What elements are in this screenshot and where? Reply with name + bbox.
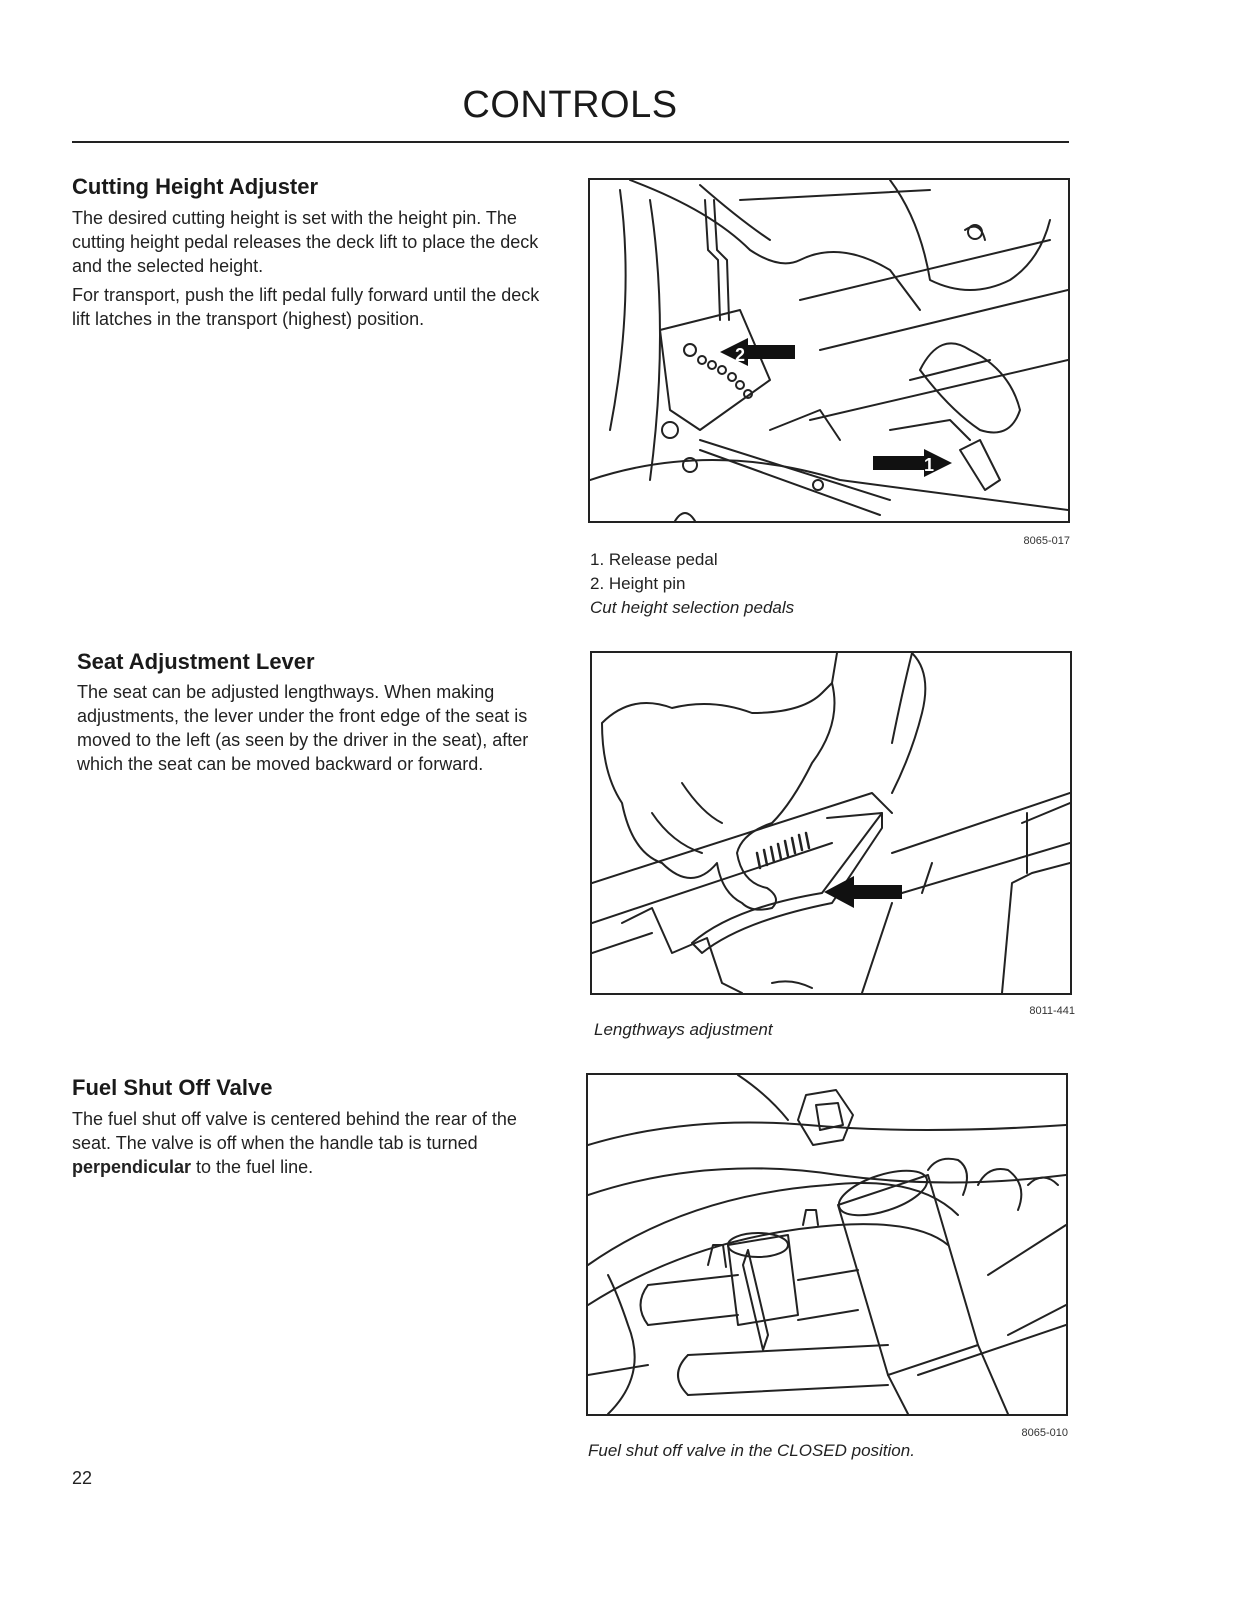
figure-cut-height-pedals: [588, 178, 1070, 523]
figure-fuel-valve: [586, 1073, 1068, 1416]
legend-item-height-pin: 2. Height pin: [590, 574, 686, 593]
callout-label-1: 1: [924, 455, 935, 475]
section-heading-fuel-valve: Fuel Shut Off Valve: [72, 1075, 273, 1100]
callout-label-2: 2: [735, 345, 746, 365]
cut-height-illustration: [590, 180, 1068, 521]
cutting-height-paragraph-2: For transport, push the lift pedal fully forward until the deck lift latches in the transport (highest) position.: [72, 285, 540, 329]
title-divider: [72, 141, 1069, 143]
fuel-valve-illustration: [588, 1075, 1066, 1414]
page-number: 22: [72, 1468, 93, 1488]
section-heading-seat-adjustment: Seat Adjustment Lever: [77, 649, 315, 674]
figure-code-2: 8011-441: [1029, 1005, 1075, 1017]
fuel-valve-paragraph: [72, 1107, 532, 1179]
seat-adjustment-paragraph: The seat can be adjusted lengthways. When making adjustments, the lever under the front edge of the seat is moved to the left (as seen by the driver in the seat), after which the seat can be moved backward or forward.: [77, 682, 529, 774]
cutting-height-paragraph-1: The desired cutting height is set with the height pin. The cutting height pedal releases the deck lift to place the deck and the selected height.: [72, 208, 539, 276]
fuel-valve-text-end: to the fuel line.: [191, 1157, 314, 1177]
callout-arrow-2: [720, 338, 795, 366]
fuel-valve-text-emphasis: perpendicular: [72, 1157, 192, 1177]
callout-arrow-1: [873, 449, 952, 477]
seat-lever-illustration: [592, 653, 1070, 993]
legend-item-release-pedal: 1. Release pedal: [590, 550, 718, 569]
section-heading-cutting-height: Cutting Height Adjuster: [72, 174, 319, 199]
fuel-valve-text-start: The fuel shut off valve is centered behind the rear of the seat. The valve is off when the handle tab is turned: [72, 1109, 517, 1153]
figure-code-3: 8065-010: [1021, 1427, 1068, 1439]
figure-caption-3: Fuel shut off valve in the CLOSED position.: [588, 1441, 915, 1460]
figure-caption-2: Lengthways adjustment: [594, 1020, 773, 1039]
figure-caption-1: Cut height selection pedals: [590, 598, 795, 617]
page-title: CONTROLS: [462, 84, 678, 126]
figure-seat-adjustment: [590, 651, 1072, 995]
direction-arrow-left: [824, 876, 902, 908]
figure-code-1: 8065-017: [1023, 535, 1070, 547]
